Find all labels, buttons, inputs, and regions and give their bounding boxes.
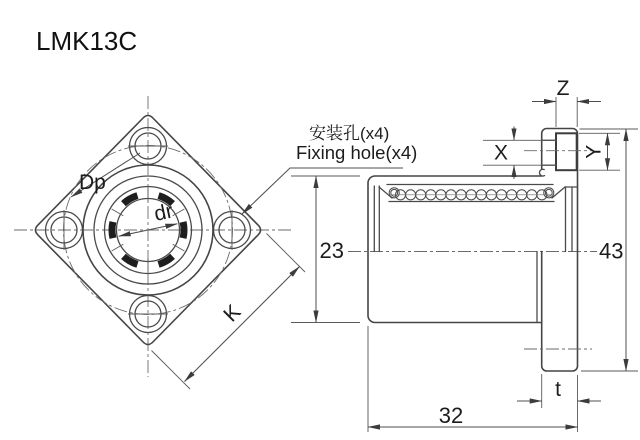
- drawing-title: LMK13C: [36, 26, 138, 56]
- relief-notch: [540, 169, 545, 176]
- dim-23: [291, 176, 360, 323]
- side-view: [242, 77, 638, 432]
- dim-23-value: 23: [319, 238, 344, 263]
- dim-t-label: t: [555, 378, 561, 401]
- dim-43-value: 43: [599, 238, 624, 264]
- dim-z-label: Z: [556, 77, 570, 100]
- fixing-hole-callout: [242, 124, 417, 214]
- front-view: [14, 96, 305, 389]
- ball-row: [388, 188, 554, 200]
- dim-32-value: 32: [438, 403, 464, 428]
- callout-en: Fixing hole(x4): [296, 142, 418, 163]
- dim-x: [483, 127, 556, 180]
- dr-label: dr: [152, 199, 176, 226]
- dim-32: [368, 326, 578, 432]
- dim-x-label: X: [493, 141, 509, 165]
- dp-label: Dp: [79, 171, 106, 194]
- dim-y: [579, 133, 620, 170]
- dim-y-label: Y: [582, 144, 606, 159]
- dim-43: [580, 129, 639, 371]
- dim-t: [517, 374, 601, 408]
- k-label: K: [219, 300, 246, 327]
- callout-cn: 安装孔(x4): [309, 124, 390, 143]
- dim-z: [532, 77, 601, 127]
